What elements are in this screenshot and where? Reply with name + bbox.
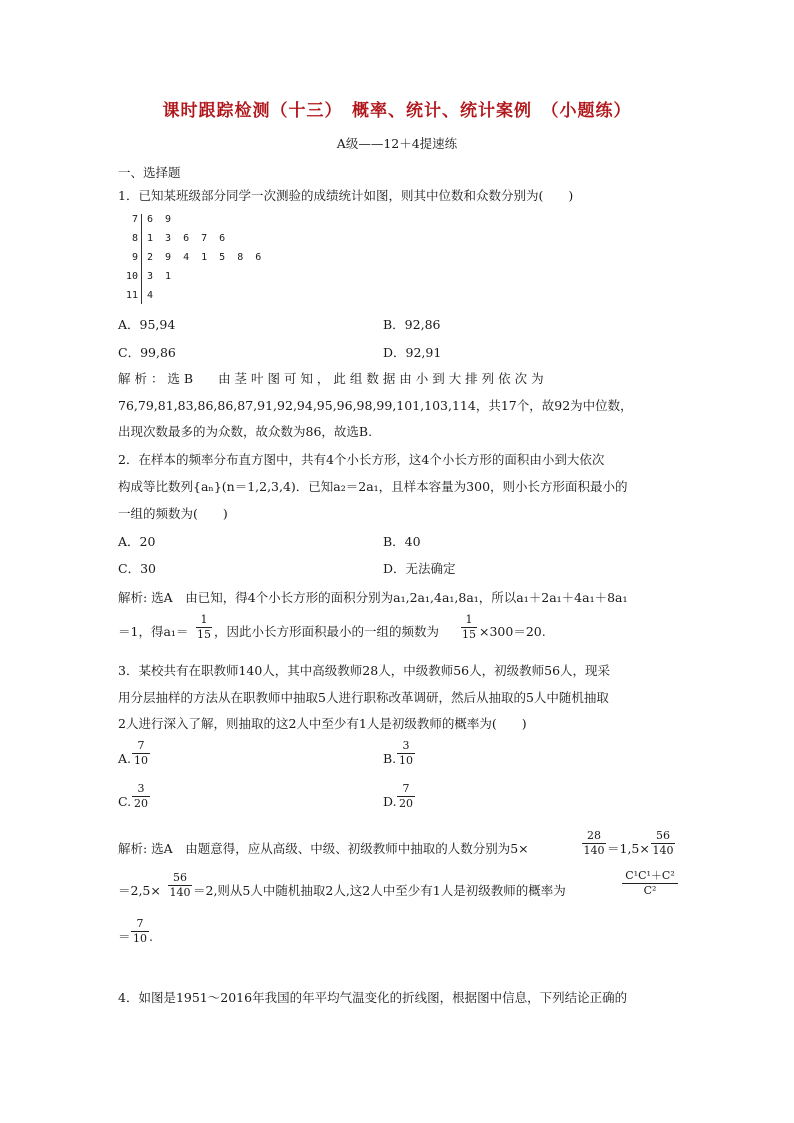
q3-solution-line2a: ＝2,5× (118, 883, 161, 898)
stem-leaf-divider (141, 214, 142, 304)
q3-fraction-probability (622, 870, 678, 897)
q2-fraction-2 (461, 614, 477, 641)
q2-option-a: A．20 (118, 534, 156, 549)
stem-8: 8 (131, 233, 138, 244)
frac-num: 3 (402, 739, 410, 752)
frac-den: 140 (169, 886, 191, 899)
frac-num: 1 (200, 613, 208, 626)
stem-11: 11 (125, 290, 138, 301)
frac-den: 10 (133, 932, 147, 945)
frac-den: 15 (197, 628, 211, 641)
frac-den: 140 (583, 844, 605, 857)
q3-option-c-fraction (132, 783, 150, 810)
frac-den: 20 (134, 797, 148, 810)
q3-stem-line3: 2人进行深入了解，则抽取的这2人中至少有1人是初级教师的概率为( ) (118, 716, 527, 731)
q3-option-d-fraction (397, 783, 415, 810)
frac-num: 28 (587, 829, 601, 842)
q3-solution-line2b: ＝2,则从5人中随机抽取2人,这2人中至少有1人是初级教师的概率为 (193, 883, 566, 898)
q2-stem-line2: 构成等比数列{aₙ}(n＝1,2,3,4)．已知a₂＝2a₁，且样本容量为300，则小长方形面积最小的 (118, 479, 628, 494)
q3-fraction-56-140-a (651, 830, 675, 857)
frac-den: 10 (134, 754, 148, 767)
q3-fraction-28-140 (582, 830, 606, 857)
q2-solution-line2a: ＝1，得a₁＝ (118, 624, 189, 639)
q3-solution-line1b: ＝1,5× (607, 841, 650, 856)
q3-option-c-label: C. (118, 794, 132, 809)
q3-option-a-fraction (132, 740, 150, 767)
leaves-11: 4 (147, 290, 157, 301)
stem-10: 10 (125, 271, 138, 282)
q3-fraction-56-140-b (168, 872, 192, 899)
frac-den: 140 (652, 844, 674, 857)
q3-option-b-fraction (397, 740, 415, 767)
q2-stem-line3: 一组的频数为( ) (118, 506, 228, 521)
frac-den: 10 (399, 754, 413, 767)
leaves-10: 3 1 (147, 271, 175, 282)
q2-option-b: B．40 (383, 534, 421, 549)
q1-option-d: D．92,91 (383, 345, 442, 360)
q3-option-a-label: A. (118, 751, 132, 766)
q2-option-c: C．30 (118, 561, 156, 576)
frac-den: C² (643, 884, 657, 897)
stem-9: 9 (131, 252, 138, 263)
page-subtitle: A级——12＋4提速练 (336, 136, 458, 151)
leaves-9: 2 9 4 1 5 8 6 (147, 252, 265, 263)
stem-7: 7 (131, 214, 138, 225)
frac-num: 7 (402, 782, 410, 795)
q2-solution-line1: 解析: 选A 由已知，得4个小长方形的面积分别为a₁,2a₁,4a₁,8a₁，所以a₁＋2a₁＋4a₁＋8a₁ (118, 590, 628, 605)
q3-stem-line1: 3．某校共有在职教师140人，其中高级教师28人，中级教师56人，初级教师56人，现采 (118, 663, 611, 678)
q3-option-b-label: B. (383, 751, 397, 766)
frac-num: 7 (136, 917, 144, 930)
q1-option-a: A．95,94 (118, 317, 176, 332)
frac-num: 7 (137, 739, 145, 752)
leaves-8: 1 3 6 7 6 (147, 233, 229, 244)
frac-num: C¹C¹＋C² (625, 869, 675, 882)
q1-option-b: B．92,86 (383, 317, 441, 332)
frac-den: 15 (462, 628, 476, 641)
frac-num: 3 (137, 782, 145, 795)
frac-num: 1 (465, 613, 473, 626)
q1-solution-line3: 出现次数最多的为众数，故众数为86，故选B. (118, 424, 373, 439)
q3-stem-line2: 用分层抽样的方法从在职教师中抽取5人进行职称改革调研，然后从抽取的5人中随机抽取 (118, 690, 609, 705)
q2-stem-line1: 2．在样本的频率分布直方图中，共有4个小长方形，这4个小长方形的面积由小到大依次 (118, 452, 605, 467)
q4-stem-line1: 4．如图是1951～2016年我国的年平均气温变化的折线图，根据图中信息，下列结论正确的 (118, 990, 628, 1005)
q3-solution-line3a: ＝ (118, 929, 131, 944)
frac-num: 56 (656, 829, 670, 842)
q1-solution-line2: 76,79,81,83,86,86,87,91,92,94,95,96,98,99,101,103,114，共17个，故92为中位数， (118, 398, 633, 413)
q2-option-d: D．无法确定 (383, 561, 456, 576)
leaves-7: 6 9 (147, 214, 175, 225)
frac-den: 20 (399, 797, 413, 810)
q1-stem: 1．已知某班级部分同学一次测验的成绩统计如图，则其中位数和众数分别为( ) (118, 188, 574, 203)
page-title: 课时跟踪检测（十三） 概率、统计、统计案例 （小题练） (162, 101, 632, 121)
q2-solution-line2c: ×300＝20. (479, 624, 546, 639)
q2-fraction-1 (196, 614, 212, 641)
q3-solution-line1: 解析: 选A 由题意得，应从高级、中级、初级教师中抽取的人数分别为5× (118, 841, 529, 856)
section-heading: 一、选择题 (118, 165, 181, 180)
q1-option-c: C．99,86 (118, 345, 176, 360)
q3-fraction-answer (131, 918, 149, 945)
q3-solution-line3b: . (149, 929, 153, 944)
frac-num: 56 (173, 871, 187, 884)
q3-option-d-label: D. (383, 794, 397, 809)
q1-solution-line1: 解 析 ： 选 B 由 茎 叶 图 可 知 ， 此 组 数 据 由 小 到 大 排 列 依 次 为 (118, 371, 544, 386)
q2-solution-line2b: ，因此小长方形面积最小的一组的频数为 (214, 624, 440, 639)
